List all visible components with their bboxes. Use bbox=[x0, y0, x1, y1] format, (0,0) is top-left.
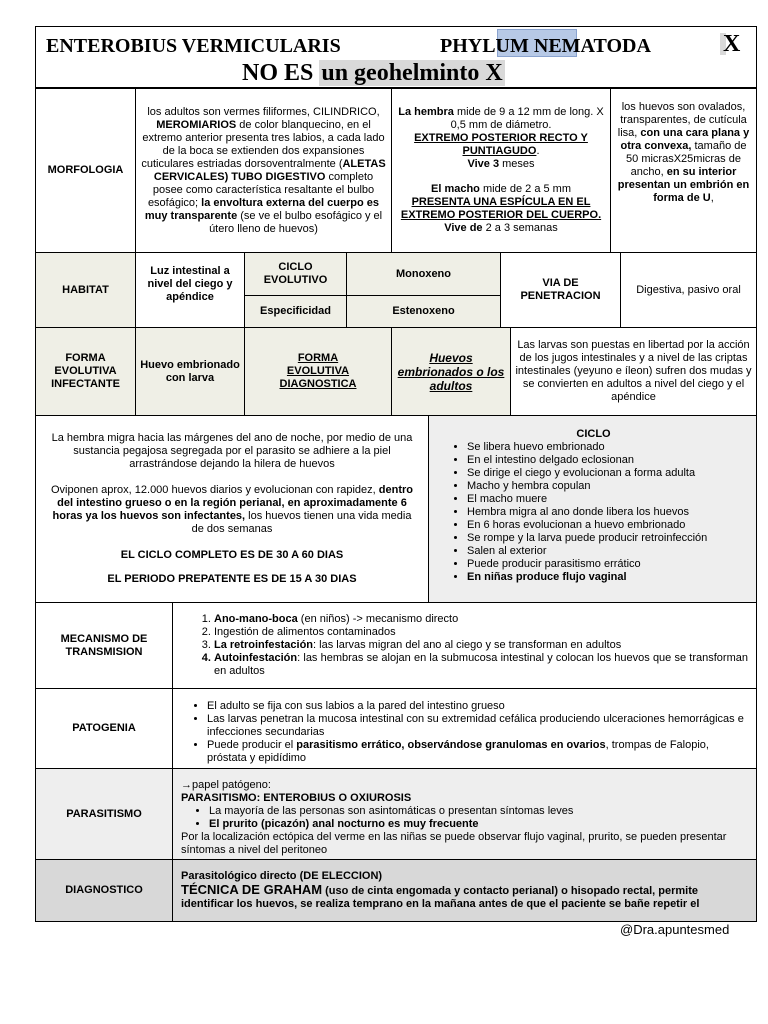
text-bold: dentro del intestino grueso o en la región perianal, en aproximadamente 6 horas ya los huevos son infectantes, bbox=[52, 484, 413, 522]
diagnostico-line bbox=[181, 883, 748, 911]
list-item: • En 6 horas evolucionan a huevo embrionado bbox=[467, 519, 750, 532]
x-mark: X bbox=[723, 31, 741, 57]
title-species: ENTEROBIUS VERMICULARIS bbox=[46, 35, 341, 57]
ciclo-list bbox=[437, 441, 750, 571]
text-bold: Vive 3 bbox=[467, 158, 500, 170]
list-item bbox=[214, 613, 748, 626]
text: : las hembras se alojan en la submucosa intestinal y colocan los huevos que se transforman en adultos bbox=[214, 652, 748, 677]
diagnostico-content bbox=[172, 859, 757, 922]
text-bold: Ano-mano-boca bbox=[214, 613, 298, 625]
text: 2 a 3 semanas bbox=[482, 222, 558, 234]
label-habitat: HABITAT bbox=[35, 252, 136, 328]
label-morfologia: MORFOLOGIA bbox=[35, 88, 136, 253]
list-item: • El prurito (picazón) anal nocturno es muy frecuente bbox=[209, 818, 748, 831]
ciclo-duration: EL CICLO COMPLETO ES DE 30 A 60 DIAS bbox=[120, 549, 344, 561]
text: , trompas de Falopio, próstata y epidídimo bbox=[207, 739, 709, 764]
ciclo-prepatent: EL PERIODO PREPATENTE ES DE 15 A 30 DIAS bbox=[107, 573, 357, 585]
text: . bbox=[536, 145, 540, 157]
list-item: • El adulto se fija con sus labios a la pared del intestino grueso bbox=[207, 700, 748, 713]
list-item: • Salen al exterior bbox=[467, 545, 750, 558]
morfologia-eggs bbox=[610, 88, 757, 253]
label-ciclo-evolutivo: CICLO EVOLUTIVO bbox=[244, 252, 347, 296]
list-item: • Se rompe y la larva puede producir retroinfección bbox=[467, 532, 750, 545]
text-bold: en su interior presentan un embrión en forma de U bbox=[617, 166, 750, 204]
text-bold: (uso de cinta engomada y contacto perianal) o hisopado rectal, permite identificar los huevos, se realiza temprano en la mañana antes de que el paciente se bañe repetir el bbox=[181, 885, 700, 910]
label-diagnostico: DIAGNOSTICO bbox=[35, 859, 173, 922]
text-bold: Autoinfestación bbox=[214, 652, 298, 664]
patogenia-content bbox=[172, 688, 757, 769]
text: : las larvas migran del ano al ciego y se transforman en adultos bbox=[313, 639, 622, 651]
text-bold: TÉCNICA DE GRAHAM bbox=[181, 882, 323, 897]
text-bold: la envoltura externa del cuerpo es muy transparente bbox=[144, 196, 380, 222]
forma-description: Las larvas son puestas en libertad por la acción de los jugos intestinales y a nivel de las criptas intestinales (yeyuno e íleon) sufren dos mudas y se convierten en adultos a nivel del ciego y el apéndice bbox=[510, 327, 757, 416]
list-item: • Se dirige el ciego y evolucionan a forma adulta bbox=[467, 467, 750, 480]
text: meses bbox=[499, 158, 535, 170]
ciclo-description bbox=[35, 415, 429, 603]
label-especificidad: Especificidad bbox=[244, 295, 347, 328]
label-forma-diagnostica: FORMA EVOLUTIVA DIAGNOSTICA bbox=[244, 327, 392, 416]
transmision-content bbox=[172, 602, 757, 689]
text: mide de 2 a 5 mm bbox=[479, 183, 571, 195]
text: de color blanquecino, en el extremo anterior presenta tres labios, a cada lado de la boca se extienden dos expansiones cuticulares estriadas dorsoventralmente ( bbox=[141, 118, 385, 170]
list-item bbox=[214, 639, 748, 652]
label-via-penetracion: VIA DE PENETRACION bbox=[500, 252, 621, 328]
habitat-value: Luz intestinal a nivel del ciego y apéndice bbox=[135, 252, 245, 328]
diagnostico-line: Parasitológico directo (DE ELECCION) bbox=[181, 870, 383, 882]
list-item: • Las larvas penetran la mucosa intestinal con su extremidad cefálica produciendo ulceraciones hemorrágicas e infecciones secundarias bbox=[207, 713, 748, 739]
text: (se ve el bulbo esofágico y el útero lleno de huevos) bbox=[209, 209, 383, 235]
text: , bbox=[710, 192, 714, 204]
text: (en niños) -> mecanismo directo bbox=[297, 613, 459, 625]
ciclo-evolutivo-value: Monoxeno bbox=[346, 252, 501, 296]
text: los huevos son ovalados, transparentes, de cutícula lisa, bbox=[617, 101, 747, 139]
ciclo-steps bbox=[428, 415, 757, 603]
text-bold: con una cara plana y otra convexa, bbox=[620, 127, 750, 152]
list-item: • Hembra migra al ano donde libera los huevos bbox=[467, 506, 750, 519]
ciclo-list-last bbox=[437, 571, 750, 584]
list-item: • En el intestino delgado eclosionan bbox=[467, 454, 750, 467]
text: Puede producir el bbox=[207, 739, 297, 751]
text: mide de 9 a 12 mm de long. X 0,5 mm de diámetro. bbox=[450, 106, 604, 131]
text-bold: ALETAS CERVICALES) TUBO DIGESTIVO bbox=[153, 157, 386, 183]
text-bold: La hembra bbox=[398, 106, 454, 118]
text-bold: Vive de bbox=[444, 222, 483, 234]
label-parasitismo: PARASITISMO bbox=[35, 768, 173, 860]
parasitismo-line: →papel patógeno: bbox=[181, 779, 271, 791]
subtitle-part-a: NO ES bbox=[242, 60, 314, 86]
list-item bbox=[207, 739, 748, 765]
text: completo posee como característica resaltante el bulbo esofágico; bbox=[147, 170, 375, 209]
text-bold: MEROMIARIOS bbox=[156, 118, 237, 131]
list-item: • El macho muere bbox=[467, 493, 750, 506]
parasitismo-heading: PARASITISMO: ENTEROBIUS O OXIUROSIS bbox=[181, 792, 412, 804]
list-item: • Se libera huevo embrionado bbox=[467, 441, 750, 454]
forma-infectante-value: Huevo embrionado con larva bbox=[135, 327, 245, 416]
text-bold: parasitismo errático, observándose granulomas en ovarios bbox=[296, 739, 606, 751]
list-item: • Macho y hembra copulan bbox=[467, 480, 750, 493]
parasitismo-content bbox=[172, 768, 757, 860]
text: tamaño de 50 micrasX25micras de ancho, bbox=[626, 140, 747, 178]
ciclo-paragraph bbox=[46, 484, 418, 536]
label-transmision: MECANISMO DE TRANSMISION bbox=[35, 602, 173, 689]
especificidad-value: Estenoxeno bbox=[346, 295, 501, 328]
text: los adultos son vermes filiformes, CILINDRICO, bbox=[147, 105, 380, 118]
forma-diagnostica-value: Huevos embrionados o los adultos bbox=[391, 327, 511, 416]
morfologia-adults bbox=[135, 88, 392, 253]
list-item: 2. Ingestión de alimentos contaminados bbox=[214, 626, 748, 639]
list-item bbox=[214, 652, 748, 678]
ciclo-paragraph: La hembra migra hacia las márgenes del ano de noche, por medio de una sustancia pegajosa segregada por el parasito se adhiere a la piel arrastrándose dejando la hilera de huevos bbox=[51, 432, 413, 470]
text: Oviponen aprox, 12.000 huevos diarios y evolucionan con rapidez, bbox=[51, 484, 379, 496]
subtitle-part-b: un geohelminto X bbox=[321, 60, 503, 86]
text-bold: La retroinfestación bbox=[214, 639, 314, 651]
text: los huevos tienen una vida media de dos semanas bbox=[191, 510, 412, 535]
list-item: • En niñas produce flujo vaginal bbox=[467, 571, 750, 584]
author-credit: @Dra.apuntesmed bbox=[620, 922, 730, 937]
label-forma-infectante: FORMA EVOLUTIVA INFECTANTE bbox=[35, 327, 136, 416]
subtitle bbox=[242, 60, 505, 86]
parasitismo-line: Por la localización ectópica del verme en las niñas se puede observar flujo vaginal, prurito, se pueden presentar síntomas a nivel del peritoneo bbox=[181, 831, 727, 856]
text-bold: EXTREMO POSTERIOR RECTO Y PUNTIAGUDO bbox=[414, 132, 588, 157]
label-patogenia: PATOGENIA bbox=[35, 688, 173, 769]
list-item: • La mayoría de las personas son asintomáticas o presentan síntomas leves bbox=[209, 805, 748, 818]
ciclo-title: CICLO bbox=[576, 428, 611, 440]
list-item: • Puede producir parasitismo errático bbox=[467, 558, 750, 571]
morfologia-sexes bbox=[391, 88, 611, 253]
text-bold: El macho bbox=[431, 183, 480, 195]
via-penetracion-value: Digestiva, pasivo oral bbox=[620, 252, 757, 328]
header bbox=[35, 26, 757, 88]
title-phylum: PHYLUM NEMATODA bbox=[440, 35, 651, 57]
text-bold: PRESENTA UNA ESPÍCULA EN EL EXTREMO POSTERIOR DEL CUERPO. bbox=[400, 196, 602, 221]
